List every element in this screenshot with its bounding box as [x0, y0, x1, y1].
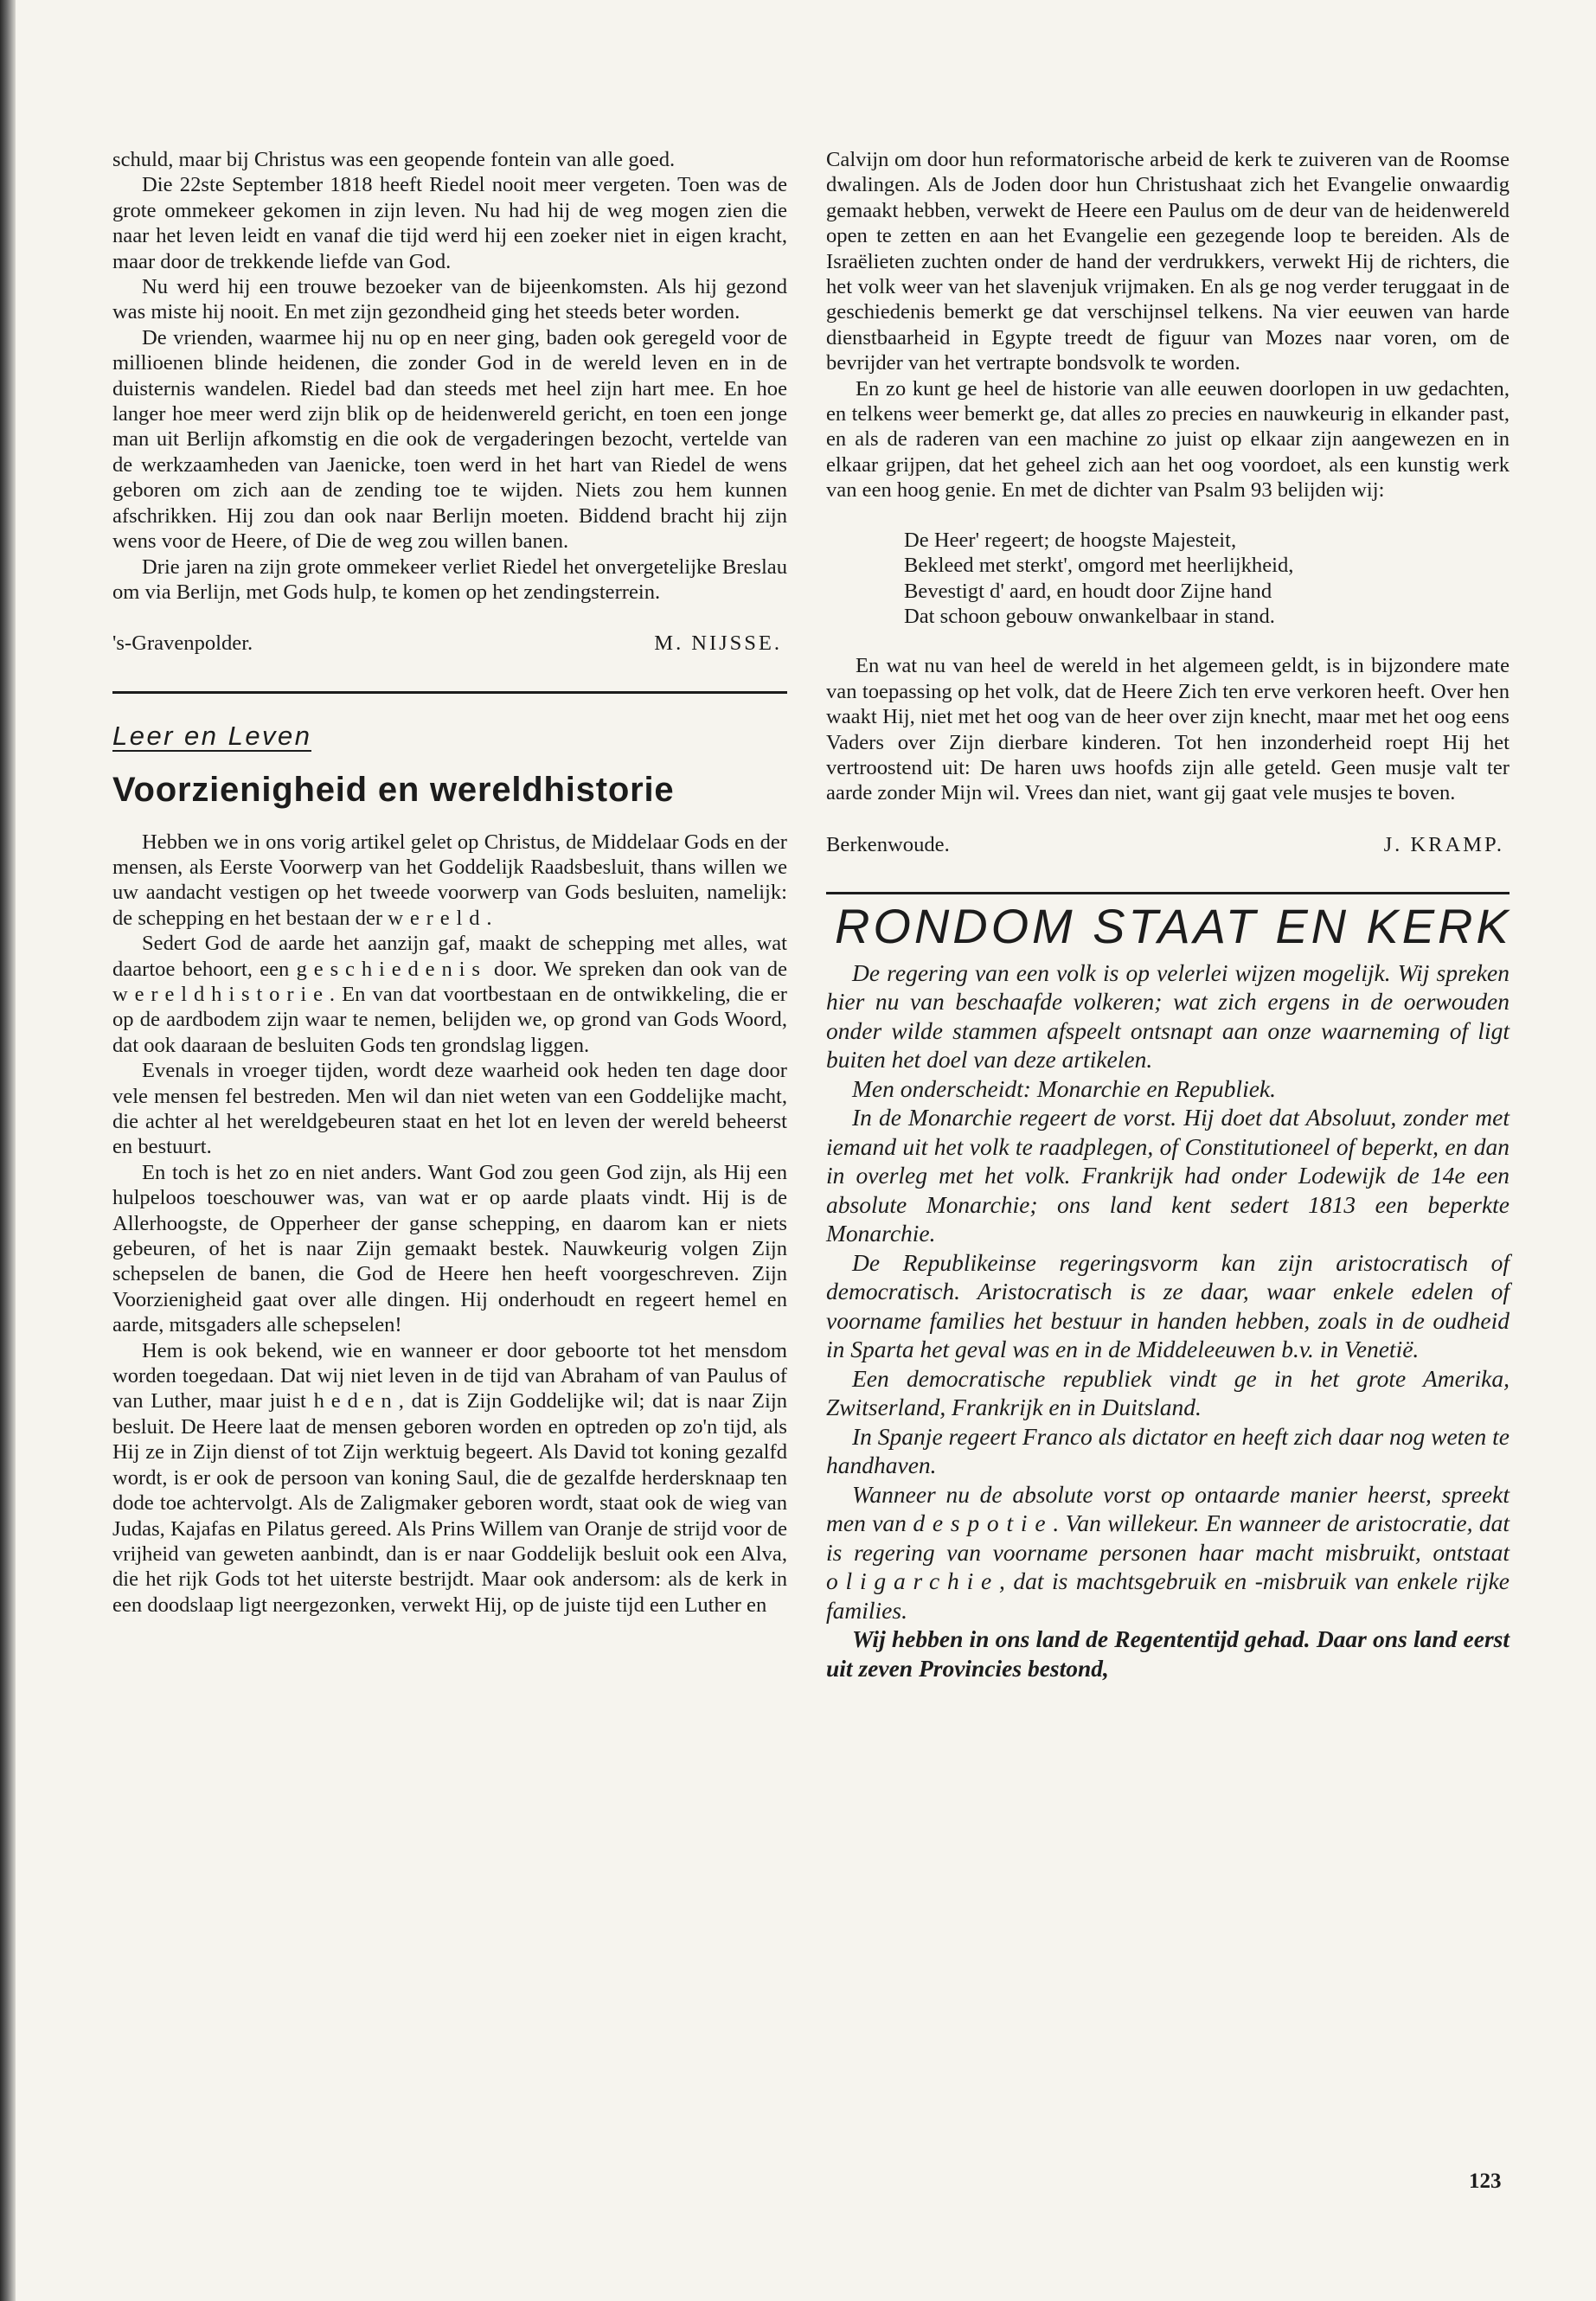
page-binding-shadow: [0, 0, 16, 2301]
right-column: [826, 147, 1512, 1682]
signature-kramp: [826, 832, 1509, 857]
page-number: 123: [1469, 2170, 1502, 2193]
poem-line: Bekleed met sterkt', omgord met heerlijkheid,: [904, 554, 1294, 578]
paragraph: En wat nu van heel de wereld in het algemeen geldt, is in bijzondere mate van toepassing op het volk, dat de Heere Zich ten erve verkoren heeft. Over hen waakt Hij, niet met het oog van de heer over zijn knecht, maar met het oog eens Vaders over Zijn dierbare kinderen. Tot hen inzonderheid roept Hij het vertroostend uit: De haren uws hoofds zijn alle geteld. Geen musje valt ter aarde zonder Mijn wil. Vrees dan niet, want gij gaat vele musjes te boven.: [826, 654, 1509, 805]
spaced-word: wereldhistorie: [112, 982, 330, 1006]
paragraph: Evenals in vroeger tijden, wordt deze waarheid ook heden ten dage door vele mensen fel bestreden. Men wil dan niet weten van een Goddelijke macht, die achter al het wereldgebeuren staat en het lot en leven der wereld beheerst en bestuurt.: [112, 1059, 787, 1159]
paragraph: schuld, maar bij Christus was een geopende fontein van alle goed.: [112, 148, 676, 171]
left-column: [112, 147, 787, 1618]
signature-name: J. KRAMP.: [1383, 832, 1504, 856]
paragraph: De Republikeinse regeringsvorm kan zijn aristocratisch of democratisch. Aristocratisch is ze daar, waar enkele edelen of voorname families het bestuur in handen hebben, zoals in de oudheid in Sparta het geval was en in de Middeleeuwen b.v. in Venetië.: [826, 1248, 1509, 1363]
article-headline: Voorzienigheid en wereldhistorie: [112, 771, 675, 810]
paragraph: Wij hebben in ons land de Regententijd gehad. Daar ons land eerst uit zeven Provincies bestond,: [826, 1625, 1509, 1682]
psalm-quote: [904, 528, 1509, 630]
spaced-word: wereld: [388, 906, 487, 930]
section-rubric: Leer en Leven: [112, 720, 312, 751]
paragraph: Nu werd hij een trouwe bezoeker van de bijeenkomsten. Als hij gezond was miste hij nooit. En met zijn gezondheid ging het steeds beter worden.: [112, 275, 787, 324]
column-masthead: RONDOM STAAT EN KERK: [835, 899, 1512, 954]
paragraph: In Spanje regeert Franco als dictator en heeft zich daar nog weten te handhaven.: [826, 1422, 1509, 1479]
spaced-word: geschiedenis: [296, 957, 487, 981]
italic-article: [826, 958, 1509, 1683]
paragraph: Hem is ook bekend, wie en wanneer er door geboorte tot het mensdom worden toegedaan. Dat wij niet leven in de tijd van Abraham of van Paulus of van Luther, maar juist heden, dat is Zijn Goddelijke wil; dat is naar Zijn besluit. De Heere laat de mensen geboren worden en optreden op zo'n tijd, als Hij ze in Zijn dienst of tot Zijn werktuig begeert. Als David tot koning gezalfd wordt, is er ook de persoon van koning Saul, die de gezalfde herdersknaap ten dode toe achtervolgt. Als de Zaligmaker geboren wordt, staat ook de wieg van Judas, Kajafas en Pilatus gereed. Als Prins Willem van Oranje de strijd voor de vrijheid van geweten aanbindt, dan is er naar Goddelijk besluit ook een Alva, die het rijk Gods tot het uiterste bestrijdt. Maar ook andersom: als de kerk in een doodslaap ligt neergezonken, verwekt Hij, op de juiste tijd een Luther en: [112, 1338, 787, 1617]
signature-nijsse: [112, 631, 787, 656]
paragraph: En toch is het zo en niet anders. Want God zou geen God zijn, als Hij een hulpeloos toeschouwer was, van wat er op aarde plaats vindt. Hij is de Allerhoogste, de Opperheer der ganse schepping, en daarom kan er niets gebeuren, of het is naar Zijn gemaakt bestek. Nauwkeurig volgen Zijn schepselen de banen, die God de Heere hen heeft voorgeschreven. Zijn Voorzienigheid gaat over alle dingen. Hij onderhoudt en regeert hemel en aarde, mitsgaders alle schepselen!: [112, 1160, 787, 1337]
paragraph: Een democratische republiek vindt ge in het grote Amerika, Zwitserland, Frankrijk en in Duitsland.: [826, 1364, 1509, 1421]
signature-name: M. NIJSSE.: [654, 631, 782, 656]
poem-line: De Heer' regeert; de hoogste Majesteit,: [904, 528, 1237, 552]
paragraph: Sedert God de aarde het aanzijn gaf, maakt de schepping met alles, wat daartoe behoort, een geschiedenis door. We spreken dan ook van de wereldhistorie. En van dat voortbestaan en de ontwikkeling, die er op de aardbodem zijn waar te nemen, belijden we, op grond van Gods Woord, dat ook daaraan de besluiten Gods ten grondslag liggen.: [112, 932, 787, 1057]
section-divider: [826, 892, 1509, 894]
paragraph: Drie jaren na zijn grote ommekeer verliet Riedel het onvergetelijke Breslau om via Berlijn, met Gods hulp, te komen op het zendingsterrein.: [112, 554, 787, 604]
spaced-word: despotie: [913, 1509, 1054, 1537]
paragraph: In de Monarchie regeert de vorst. Hij doet dat Absoluut, zonder met iemand uit het volk te raadplegen, of Constitutioneel of beperkt, en dan in overleg met het volk. Frankrijk had onder Lodewijk de 14e een absolute Monarchie; ons land kent sedert 1813 een beperkte Monarchie.: [826, 1104, 1509, 1247]
paragraph: Die 22ste September 1818 heeft Riedel nooit meer vergeten. Toen was de grote ommekeer gekomen in zijn leven. Nu had hij de weg mogen zien die naar het leven leidt en vanaf die tijd werd hij een zoeker niet in eigen kracht, maar door de trekkende liefde van God.: [112, 173, 787, 273]
spaced-word: heden: [313, 1389, 399, 1413]
paragraph: Wanneer nu de absolute vorst op ontaarde manier heerst, spreekt men van despotie. Van willekeur. En wanneer de aristocratie, dat is regering van voorname personen haar macht misbruikt, ontstaat oligarchie, dat is machtsgebruik en -misbruik van enkele rijke families.: [826, 1480, 1509, 1624]
paragraph: De vrienden, waarmee hij nu op en neer ging, baden ook geregeld voor de millioenen blinde heidenen, die zonder God in de wereld leven en in de duisternis wandelen. Riedel bad dan steeds met heel zijn hart mee. En hoe langer hoe meer werd zijn blik op de heidenwereld gericht, en toen een jonge man uit Berlijn afkomstig en die ook de vergaderingen bezocht, vertelde van de werkzaamheden van Jaenicke, toen werd in het hart van Riedel de wens geboren om zich aan de zending toe te wijden. Niets zou hem kunnen afschrikken. Hij zou dan ook naar Berlijn moeten. Biddend bracht hij zijn wens voor de Heere, of Die de weg zou willen banen.: [112, 325, 787, 554]
paragraph: De regering van een volk is op velerlei wijzen mogelijk. Wij spreken hier nu van beschaafde volkeren; wat zich ergens in de oerwouden onder wilde stammen afspeelt ontsnapt aan onze waarneming of ligt buiten het doel van deze artikelen.: [826, 958, 1509, 1074]
poem-line: Bevestigt d' aard, en houdt door Zijne hand: [904, 579, 1272, 603]
poem-line: Dat schoon gebouw onwankelbaar in stand.: [904, 604, 1275, 628]
spaced-word: oligarchie: [826, 1567, 1000, 1595]
paragraph: En zo kunt ge heel de historie van alle eeuwen doorlopen in uw gedachten, en telkens weer bemerkt ge, dat alles zo precies en nauwkeurig in elkander past, en als de raderen van een machine zo juist op elkaar zijn aangewezen en in elkaar grijpen, dat het geheel zich aan het oog voordoet, als een kunstig werk van een hoog genie. En met de dichter van Psalm 93 belijden wij:: [826, 376, 1509, 503]
signature-place: 's-Gravenpolder.: [112, 631, 253, 656]
paragraph: Hebben we in ons vorig artikel gelet op Christus, de Middelaar Gods en der mensen, als Eerste Voorwerp van het Goddelijk Raadsbesluit, thans willen we uw aandacht vestigen op het tweede voorwerp van Gods besluiten, namelijk: de schepping en het bestaan der wereld.: [112, 830, 787, 930]
paragraph: Calvijn om door hun reformatorische arbeid de kerk te zuiveren van de Roomse dwalingen. Als de Joden door hun Christushaat zich het Evangelie onwaardig gemaakt hebben, verwekt de Heere een Paulus om de deur van de heidenwereld open te zetten en aan het Evangelie een gezegende loop te bereiden. Als de Israëlieten zuchten onder de hand der verdrukkers, verwekt Hij de richters, die het volk weer van het slavenjuk vrijmaken. En als ge nog verder teruggaat in de geschiedenis bemerkt ge dat verschijnsel telkens. Na vier eeuwen van harde dienstbaarheid in Egypte treedt de figuur van Mozes naar voren, om de bevrijder van het vertrapte bondsvolk te worden.: [826, 148, 1509, 375]
paragraph: Men onderscheidt: Monarchie en Republiek.: [852, 1074, 1276, 1102]
section-divider: [112, 691, 787, 694]
signature-place: Berkenwoude.: [826, 832, 950, 856]
